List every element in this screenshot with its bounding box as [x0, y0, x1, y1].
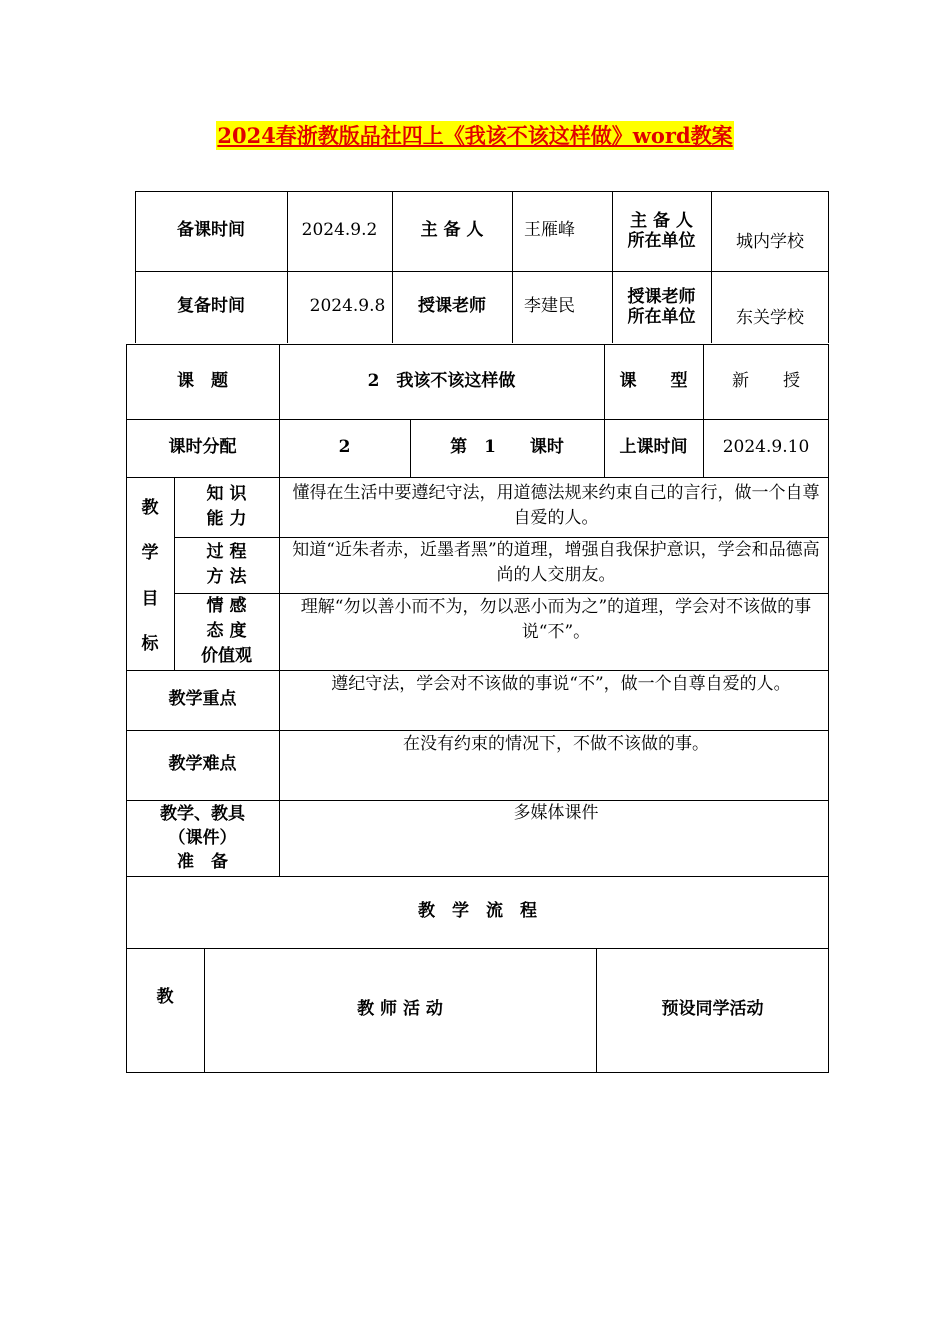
document-title-text: 2024春浙教版品社四上《我该不该这样做》word教案 [217, 123, 733, 148]
prep-time-value: 2024.9.2 [301, 220, 378, 241]
objective-label-process: 过 程 方 法 [206, 542, 247, 587]
lesson-table [126, 344, 829, 1073]
difficulties-label: 教学难点 [168, 754, 237, 775]
teacher-unit-label: 授课老师 所在单位 [627, 287, 696, 327]
review-time-label: 复备时间 [177, 296, 245, 317]
objective-text-process: 知道“近朱者赤，近墨者黑”的道理，增强自我保护意识，学会和品德高尚的人交朋友。 [292, 540, 820, 585]
preparer-unit-value: 城内学校 [736, 232, 804, 253]
objectives-side-char: 教 [141, 498, 159, 519]
class-time-value: 2024.9.10 [722, 437, 810, 458]
main-preparer-label: 主 备 人 [420, 220, 484, 241]
class-time-label: 上课时间 [619, 437, 688, 458]
type-value: 新 授 [732, 370, 800, 391]
type-label: 课 型 [619, 370, 688, 391]
objectives-side-label [126, 477, 174, 670]
objectives-side-char: 目 [141, 588, 159, 609]
flow-col-teacher-activity: 教 师 活 动 [357, 999, 443, 1020]
key-points-label: 教学重点 [168, 689, 237, 710]
key-points-text: 遵纪守法，学会对不该做的事说“不”，做一个自尊自爱的人。 [331, 674, 791, 694]
flow-col-student-activity: 预设同学活动 [661, 999, 764, 1020]
tools-label: 教学、教具 （课件） 准 备 [160, 804, 245, 872]
teacher-value: 李建民 [524, 296, 575, 317]
teacher-label: 授课老师 [418, 296, 486, 317]
objective-text-knowledge: 懂得在生活中要遵纪守法，用道德法规来约束自己的言行，做一个自尊自爱的人。 [292, 483, 820, 528]
objectives-side-char: 学 [141, 543, 159, 564]
tools-text: 多媒体课件 [513, 803, 599, 823]
preparer-unit-label: 主 备 人 所在单位 [627, 211, 696, 251]
teacher-unit-value: 东关学校 [736, 308, 804, 329]
main-preparer-value: 王雁峰 [524, 220, 575, 241]
objective-label-emotion: 情 感 态 度 价值观 [201, 596, 252, 666]
objective-label-knowledge: 知 识 能 力 [206, 484, 247, 529]
topic-value: 2 我该不该这样做 [367, 370, 516, 391]
objectives-side-char: 标 [141, 633, 159, 654]
header-table [135, 191, 829, 343]
difficulties-text: 在没有约束的情况下，不做不该做的事。 [403, 734, 709, 754]
review-time-value: 2024.9.8 [309, 296, 386, 317]
flow-label: 教 学 流 程 [418, 901, 537, 922]
topic-label: 课 题 [177, 370, 228, 391]
objective-text-emotion: 理解“勿以善小而不为，勿以恶小而为之”的道理，学会对不该做的事说“不”。 [300, 597, 812, 642]
hours-label: 课时分配 [168, 437, 237, 458]
period-value: 第 1 课时 [450, 437, 564, 458]
prep-time-label: 备课时间 [177, 220, 245, 241]
hours-value: 2 [338, 437, 351, 458]
flow-col-teach: 教 [156, 987, 174, 1008]
document-title [0, 120, 950, 150]
